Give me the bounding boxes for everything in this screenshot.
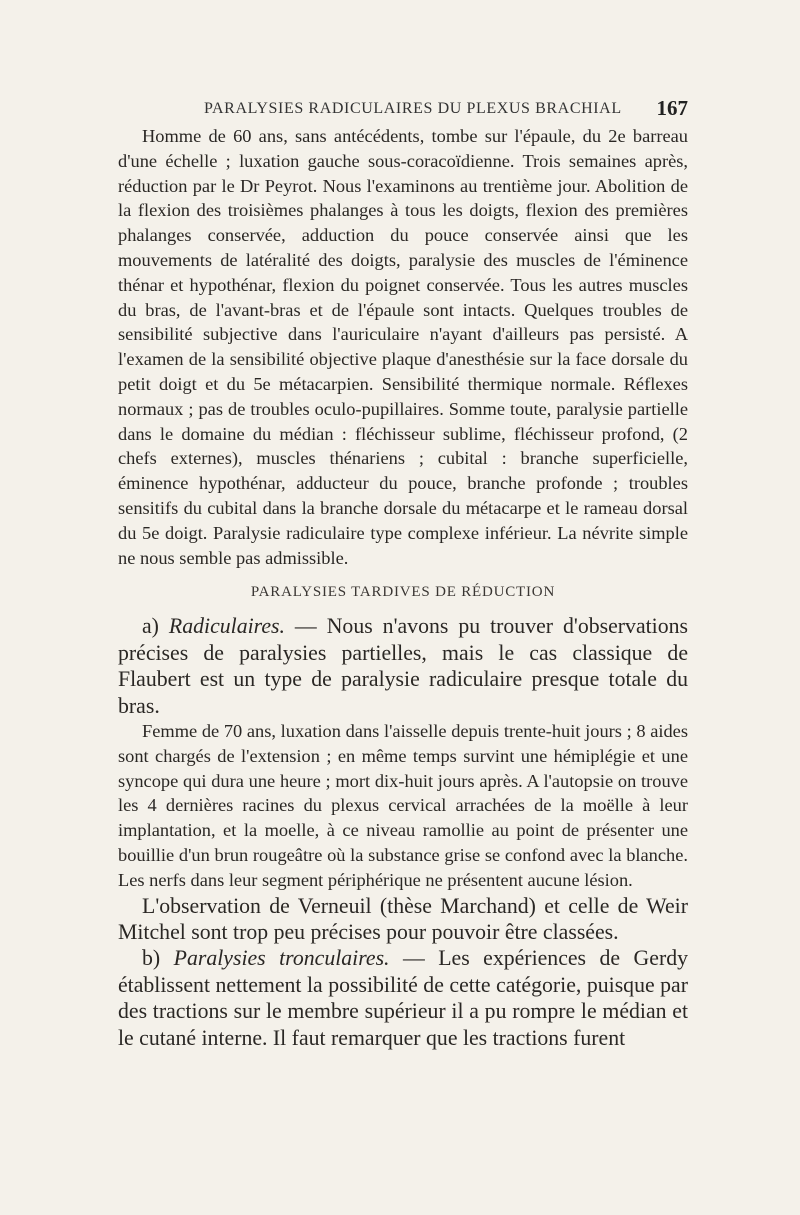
running-head bbox=[118, 96, 688, 122]
other-observations-paragraph: L'observation de Verneuil (thèse Marchand) et celle de Weir Mitchel sont trop peu précises pour pouvoir être classées. bbox=[118, 893, 688, 944]
paragraph-heading: Radiculaires. bbox=[168, 614, 285, 639]
paragraph-marker: a) bbox=[142, 614, 159, 639]
paragraph-text: — Nous n'avons pu trouver d'observations précises de paralysies partielles, mais le cas classique de Flaubert est un type de paralysie radiculaire presque totale du bras. bbox=[118, 614, 689, 718]
flaubert-case-paragraph: Femme de 70 ans, luxation dans l'aisselle depuis trente-huit jours ; 8 aides sont chargés de l'extension ; en même temps survint une hémiplégie et une syncope qui dura une heure ; mort dix-huit jours après. A l'autopsie on trouve les 4 dernières racines du plexus cervical arrachées de la moëlle à leur implantation, et la moelle, à ce niveau ramollie au point de présenter une bouillie d'un brun rougeâtre où la substance grise se confond avec la blanche. Les nerfs dans leur segment périphérique ne présentent aucune lésion. bbox=[118, 720, 688, 890]
page-body bbox=[118, 124, 688, 1051]
tronculaires-paragraph bbox=[118, 945, 688, 1051]
case-report-paragraph: Homme de 60 ans, sans antécédents, tombe sur l'épaule, du 2e barreau d'une échelle ; luxation gauche sous-coracoïdienne. Trois semaines après, réduction par le Dr Peyrot. Nous l'examinons au trentième jour. Abolition de la flexion des troisièmes phalanges à tous les doigts, flexion des premières phalanges conservée, adduction du pouce conservée ainsi que les mouvements de latéralité des doigts, paralysie des muscles de l'éminence thénar et hypothénar, flexion du poignet conservée. Tous les autres muscles du bras, de l'avant-bras et de l'épaule sont intacts. Quelques troubles de sensibilité subjective dans l'auriculaire n'ayant d'ailleurs pas persisté. A l'examen de la sensibilité objective plaque d'anesthésie sur la face dorsale du petit doigt et du 5e métacarpien. Sensibilité thermique normale. Réflexes normaux ; pas de troubles oculo-pupillaires. Somme toute, paralysie partielle dans le domaine du médian : fléchisseur sublime, fléchisseur profond, (2 chefs externes), muscles thénariens ; cubital : branche superficielle, éminence hypothénar, adducteur du pouce, branche profonde ; troubles sensitifs du cubital dans la branche dorsale du métacarpe et le rameau dorsal du 5e doigt. Paralysie radiculaire type complexe inférieur. La névrite simple ne nous semble pas admissible. bbox=[118, 126, 688, 568]
radiculaires-paragraph bbox=[118, 613, 688, 719]
paragraph-text: — Les expériences de Gerdy établissent nettement la possibilité de cette catégorie, puisque par des tractions sur le membre supérieur il a pu rompre le médian et le cutané interne. Il faut remarquer que les tractions furent bbox=[118, 946, 688, 1050]
page-number: 167 bbox=[656, 96, 688, 120]
paragraph-marker: b) bbox=[142, 946, 161, 971]
section-heading: PARALYSIES TARDIVES DE RÉDUCTION bbox=[250, 584, 556, 601]
paragraph-heading: Paralysies tronculaires. bbox=[173, 946, 390, 971]
running-title: PARALYSIES RADICULAIRES DU PLEXUS BRACHIAL bbox=[204, 100, 622, 117]
